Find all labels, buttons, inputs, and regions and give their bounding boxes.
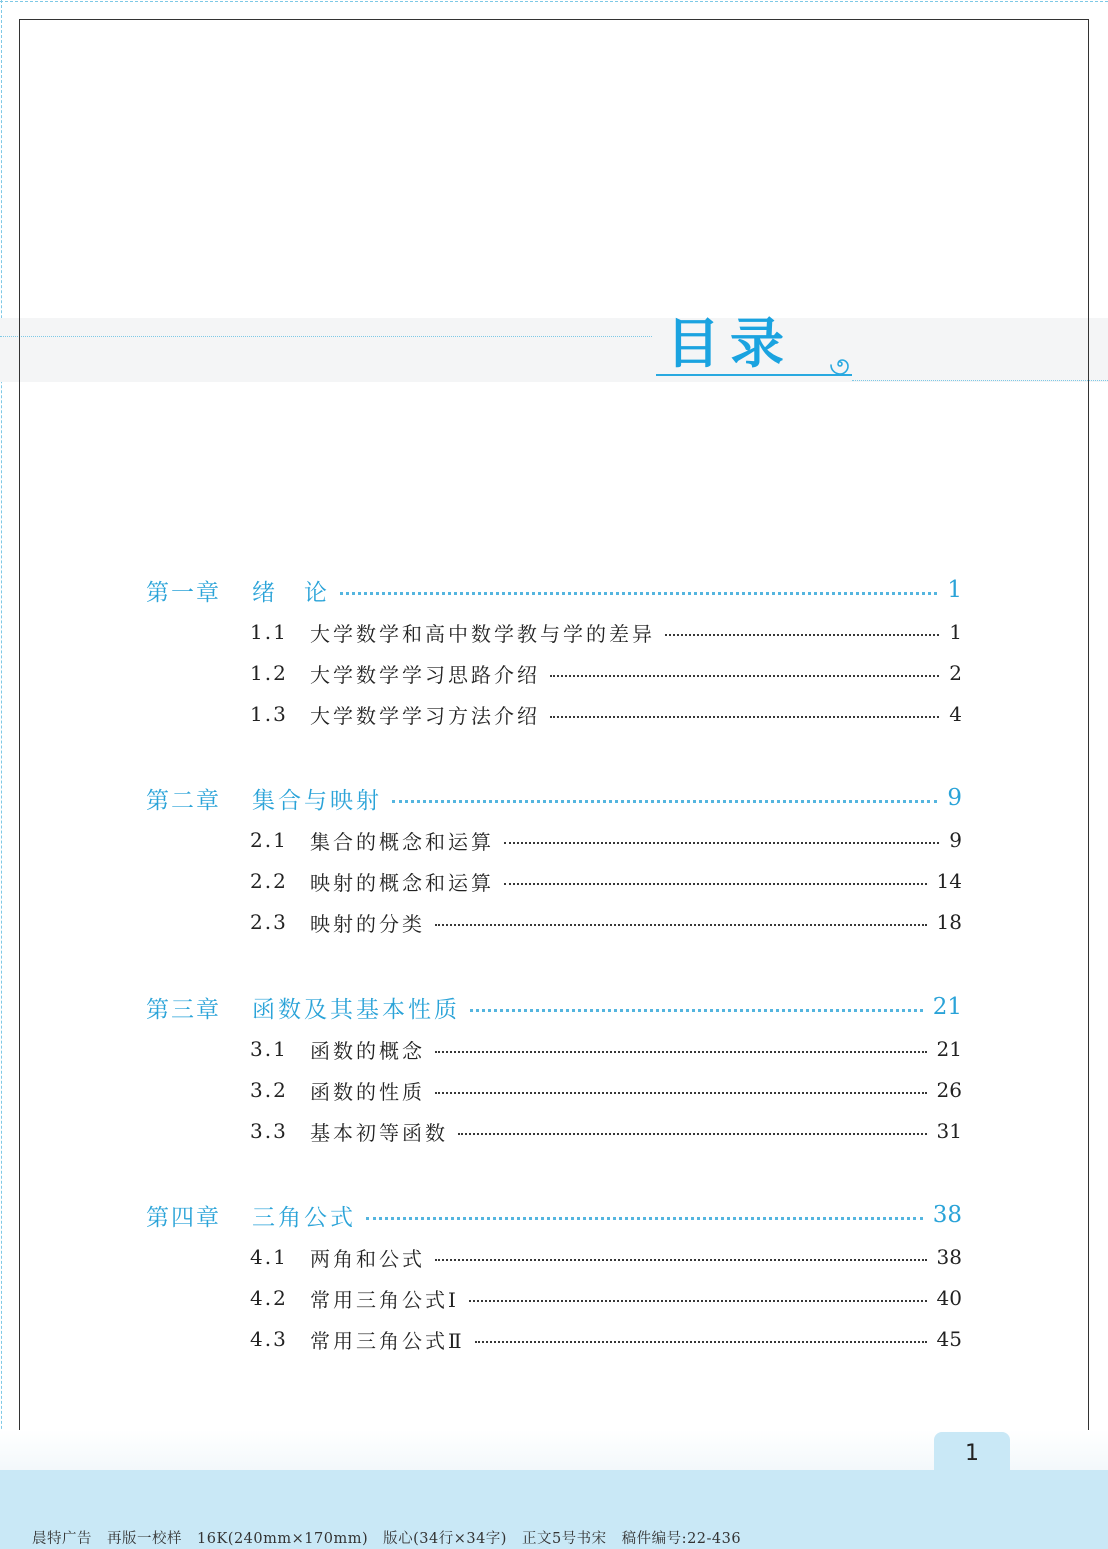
toc-section-entry[interactable] [250,865,962,897]
dot-leader [550,675,939,677]
section-page: 38 [936,1245,962,1269]
dot-leader [504,842,939,844]
section-page: 40 [936,1286,962,1310]
toc-section-entry[interactable] [250,1241,962,1273]
section-number: 4.1 [250,1245,288,1269]
dot-leader [458,1133,927,1135]
dot-leader [435,924,927,926]
toc-section-entry[interactable] [250,1033,962,1065]
chapter-number: 第二章 [146,787,221,814]
chapter-page: 38 [932,1202,962,1228]
chapter-title: 三角公式 [252,1204,356,1231]
dot-leader [392,800,937,803]
section-title: 常用三角公式Ⅰ [310,1287,459,1312]
section-title: 映射的概念和运算 [310,870,494,895]
dot-leader [550,716,939,718]
chapter-page: 9 [947,785,962,811]
dot-leader [366,1217,923,1220]
section-number: 2.1 [250,828,288,852]
section-page: 4 [949,702,962,726]
toc-chapter-entry[interactable] [146,782,962,814]
section-title: 基本初等函数 [310,1120,448,1145]
section-title: 映射的分类 [310,911,425,936]
section-page: 26 [936,1078,962,1102]
chapter-title: 函数及其基本性质 [252,996,460,1023]
section-number: 1.3 [250,702,288,726]
section-title: 两角和公式 [310,1246,425,1271]
section-title: 大学数学学习方法介绍 [310,703,540,728]
crop-guide-left [1,0,2,1549]
section-number: 2.3 [250,910,288,934]
toc-section-entry[interactable] [250,698,962,730]
toc-section-entry[interactable] [250,1323,962,1355]
toc-section-entry[interactable] [250,616,962,648]
section-number: 1.1 [250,620,288,644]
section-page: 9 [949,828,962,852]
chapter-number: 第一章 [146,579,221,606]
section-page: 14 [936,869,962,893]
section-number: 1.2 [250,661,288,685]
toc-section-entry[interactable] [250,657,962,689]
dot-leader [470,1009,923,1012]
chapter-title: 集合与映射 [252,787,382,814]
crop-guide-top [0,1,1108,2]
section-title: 大学数学学习思路介绍 [310,662,540,687]
toc-section-entry[interactable] [250,1115,962,1147]
toc-section-entry[interactable] [250,1282,962,1314]
chapter-number: 第四章 [146,1204,221,1231]
section-number: 3.1 [250,1037,288,1061]
printer-info-line: 晨特广告 再版一校样 16K(240mm×170mm) 版心(34行×34字) 正文5号书宋 稿件编号:22-436 [32,1531,742,1547]
chapter-page: 21 [932,994,962,1020]
section-number: 3.3 [250,1119,288,1143]
dot-leader [340,592,937,595]
chapter-title: 绪 论 [252,579,330,606]
dot-leader [504,883,927,885]
dot-leader [435,1259,927,1261]
section-number: 4.3 [250,1327,288,1351]
section-page: 45 [936,1327,962,1351]
dot-leader [435,1092,927,1094]
page-number: 1 [934,1432,1010,1472]
dot-leader [475,1341,927,1343]
section-page: 2 [949,661,962,685]
section-title: 大学数学和高中数学教与学的差异 [310,621,655,646]
section-number: 4.2 [250,1286,288,1310]
section-title: 函数的概念 [310,1038,425,1063]
chapter-page: 1 [947,577,962,603]
section-number: 3.2 [250,1078,288,1102]
dot-leader [469,1300,927,1302]
toc-title: 目录 [666,312,794,375]
toc-chapter-entry[interactable] [146,1199,962,1231]
section-page: 21 [936,1037,962,1061]
dot-leader [435,1051,927,1053]
toc-chapter-entry[interactable] [146,574,962,606]
section-page: 18 [936,910,962,934]
toc-chapter-entry[interactable] [146,991,962,1023]
section-page: 31 [936,1119,962,1143]
toc-section-entry[interactable] [250,1074,962,1106]
dot-leader [665,634,939,636]
chapter-number: 第三章 [146,996,221,1023]
section-title: 常用三角公式Ⅱ [310,1328,465,1353]
toc-section-entry[interactable] [250,824,962,856]
section-page: 1 [949,620,962,644]
section-title: 集合的概念和运算 [310,829,494,854]
section-title: 函数的性质 [310,1079,425,1104]
section-number: 2.2 [250,869,288,893]
toc-section-entry[interactable] [250,906,962,938]
